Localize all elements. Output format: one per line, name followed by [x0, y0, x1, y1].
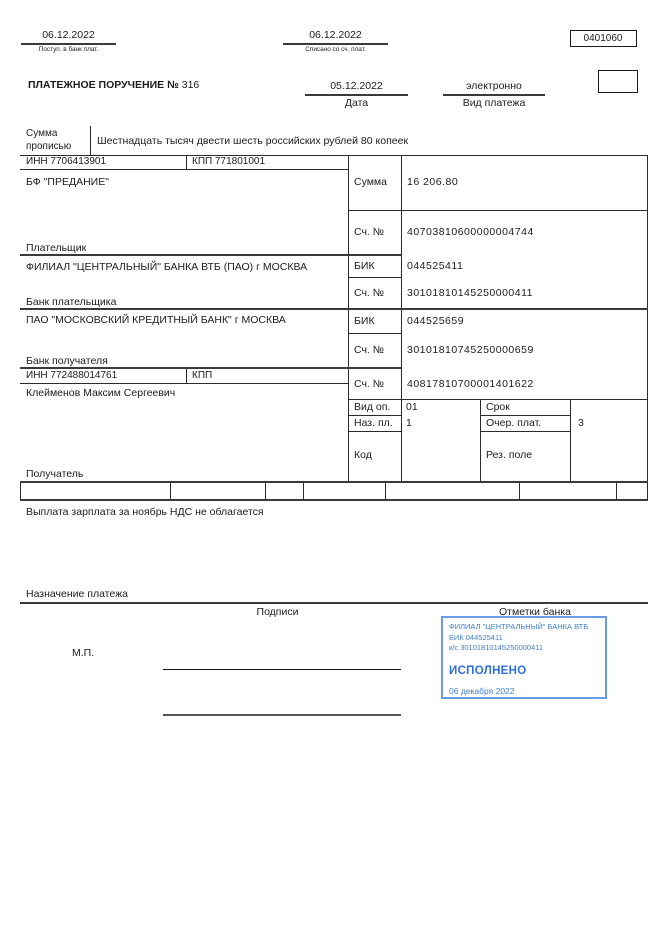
divider	[303, 483, 304, 499]
priority-box	[598, 70, 638, 93]
seal-place-label: М.П.	[72, 647, 95, 659]
stamp-status: ИСПОЛНЕНО	[449, 664, 527, 677]
stamp-bik: БИК 044525411	[449, 632, 503, 642]
payer-bank-section-label: Банк плательщика	[26, 296, 117, 308]
signatures-label: Подписи	[256, 606, 299, 618]
payment-kind-label: Вид платежа	[462, 97, 526, 109]
payment-purpose-code-label: Наз. пл.	[354, 417, 393, 429]
divider	[348, 333, 401, 334]
payer-bank-account-value: 30101810145250000411	[407, 287, 534, 299]
payer-bank-bik-value: 044525411	[407, 260, 464, 272]
payment-kind-value: электронно	[466, 80, 522, 92]
code-label: Код	[354, 449, 372, 461]
beneficiary-name: Клейменов Максим Сергеевич	[26, 387, 176, 399]
divider	[21, 43, 116, 45]
payer-name: БФ "ПРЕДАНИЕ"	[26, 176, 109, 188]
payer-account-label: Сч. №	[354, 226, 385, 238]
divider	[348, 431, 401, 432]
divider	[348, 210, 648, 211]
op-kind-label: Вид оп.	[354, 401, 391, 413]
doc-title: ПЛАТЕЖНОЕ ПОРУЧЕНИЕ №	[28, 79, 179, 91]
doc-number: 316	[181, 79, 200, 91]
stamp-date: 06 декабря 2022	[449, 685, 515, 696]
debited-date-label: Списано со сч. плат.	[305, 46, 366, 53]
beneficiary-account-label: Сч. №	[354, 378, 385, 390]
divider	[90, 126, 91, 155]
beneficiary-kpp-label: КПП	[192, 370, 213, 381]
divider	[170, 483, 171, 499]
bank-stamp	[441, 616, 607, 699]
payer-section-label: Плательщик	[26, 242, 87, 254]
priority-value: 3	[578, 417, 584, 429]
beneficiary-account-value: 40817810700001401622	[407, 378, 534, 390]
divider	[20, 155, 648, 156]
payment-purpose-code-value: 1	[406, 417, 412, 429]
form-code-box	[570, 30, 637, 47]
payer-inn: ИНН 7706413901	[26, 156, 107, 167]
beneficiary-bank-account-value: 30101810745250000659	[407, 344, 534, 356]
signature-line-2	[163, 714, 401, 716]
divider	[570, 399, 571, 481]
divider	[616, 483, 617, 499]
amount-value: 16 206.80	[407, 176, 459, 188]
doc-title-row	[28, 79, 199, 92]
priority-label: Очер. плат.	[486, 417, 542, 429]
divider	[401, 155, 402, 481]
divider	[348, 155, 349, 481]
stamp-corr-account: к/с 30101810145250000411	[449, 643, 544, 652]
divider	[385, 483, 386, 499]
payer-account-value: 40703810600000004744	[407, 226, 534, 238]
doc-date-label: Дата	[344, 97, 369, 109]
purpose-text: Выплата зарплата за ноябрь НДС не облагается	[26, 506, 264, 518]
payer-bank-account-label: Сч. №	[354, 287, 385, 299]
divider	[20, 602, 648, 604]
reserve-field-label: Рез. поле	[486, 449, 533, 461]
divider	[186, 369, 187, 383]
payer-bank-bik-label: БИК	[354, 260, 375, 272]
form-code: 0401060	[583, 33, 623, 44]
amount-label: Сумма	[354, 176, 387, 188]
divider	[348, 277, 401, 278]
beneficiary-bank-name: ПАО "МОСКОВСКИЙ КРЕДИТНЫЙ БАНК" г МОСКВА	[26, 314, 286, 326]
amount-words-label: Сумма прописью	[26, 128, 72, 152]
payer-kpp: КПП 771801001	[192, 156, 266, 167]
divider	[20, 367, 401, 369]
divider	[283, 43, 388, 45]
beneficiary-inn: ИНН 772488014761	[26, 370, 118, 381]
bank-marks-label: Отметки банка	[499, 606, 571, 618]
divider	[20, 308, 648, 310]
beneficiary-bank-bik-value: 044525659	[407, 315, 465, 327]
amount-words-text: Шестнадцать тысяч двести шесть российских рублей 80 копеек	[97, 135, 409, 147]
received-date-value: 06.12.2022	[42, 29, 95, 41]
term-label: Срок	[486, 401, 510, 413]
payer-bank-name: ФИЛИАЛ "ЦЕНТРАЛЬНЫЙ" БАНКА ВТБ (ПАО) г МОСКВА	[26, 261, 308, 273]
signature-line-1	[163, 669, 401, 670]
divider	[647, 155, 648, 499]
purpose-section-label: Назначение платежа	[26, 588, 128, 600]
divider	[305, 94, 408, 96]
debited-date-value: 06.12.2022	[309, 29, 362, 41]
divider	[480, 399, 481, 481]
divider	[519, 483, 520, 499]
divider	[20, 254, 401, 256]
op-kind-value: 01	[406, 401, 418, 413]
beneficiary-bank-account-label: Сч. №	[354, 344, 385, 356]
divider	[348, 399, 648, 400]
divider	[20, 483, 21, 499]
divider	[348, 415, 401, 416]
beneficiary-section-label: Получатель	[26, 468, 84, 480]
doc-date-value: 05.12.2022	[330, 80, 383, 92]
divider	[20, 169, 348, 170]
divider	[443, 94, 545, 96]
divider	[480, 415, 570, 416]
divider	[186, 155, 187, 169]
divider	[265, 483, 266, 499]
divider	[20, 481, 648, 483]
received-date-label: Поступ. в банк плат.	[38, 46, 99, 53]
beneficiary-bank-section-label: Банк получателя	[26, 355, 108, 367]
divider	[20, 499, 648, 501]
divider	[480, 431, 570, 432]
stamp-bank-name: ФИЛИАЛ "ЦЕНТРАЛЬНЫЙ" БАНКА ВТБ	[449, 622, 589, 631]
beneficiary-bank-bik-label: БИК	[354, 315, 375, 327]
divider	[20, 383, 348, 384]
